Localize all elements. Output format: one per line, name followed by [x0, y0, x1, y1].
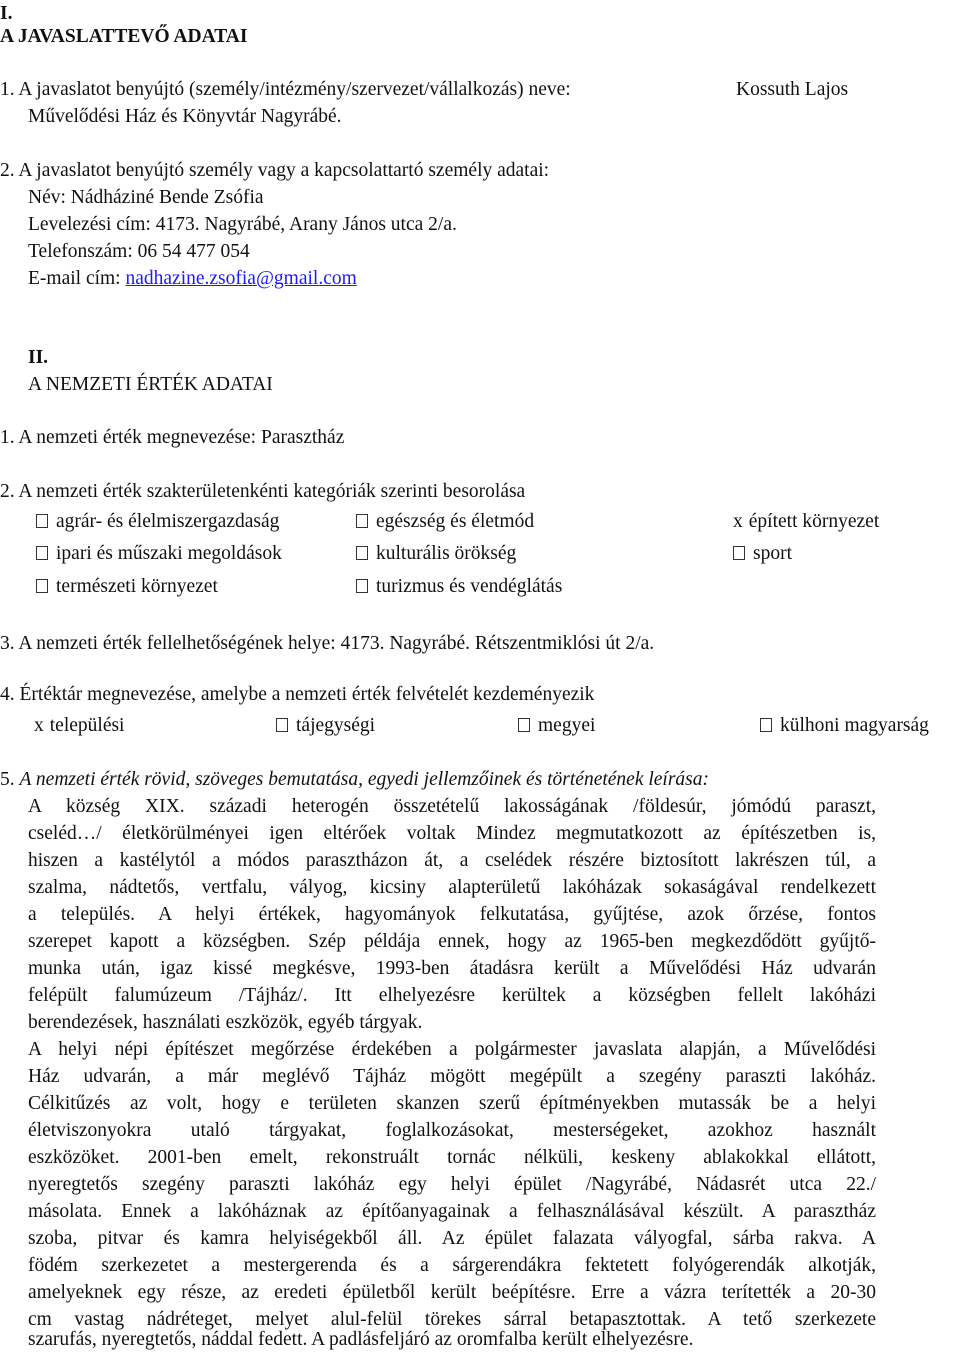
level-kulhoni[interactable]: külhoni magyarság [760, 712, 929, 739]
location: 3. A nemzeti érték fellelhetőségének helye: 4173. Nagyrábé. Rétszentmiklósi út 2/a. [0, 633, 655, 654]
value-name: 1. A nemzeti érték megnevezése: Parasztház [0, 427, 345, 448]
description-line: Célkitűzés az volt, hogy e területen skanzen szerű építményekben mutassák be a helyi [28, 1093, 876, 1114]
proposer-name-value-a: Kossuth Lajos [736, 79, 849, 100]
section-1-title: A JAVASLATTEVŐ ADATAI [0, 26, 248, 47]
checkbox-empty-icon[interactable] [276, 718, 288, 732]
category-termeszeti[interactable]: természeti környezet [36, 573, 218, 600]
section-2-numeral: II. [28, 347, 49, 368]
description-heading: 5. A nemzeti érték rövid, szöveges bemutatása, egyedi jellemzőinek és történetének leírása: [0, 769, 710, 790]
checkbox-empty-icon[interactable] [733, 546, 745, 560]
category-ipari[interactable]: ipari és műszaki megoldások [36, 540, 282, 567]
description-line: nyeregtetős szegény paraszti lakóház egy helyi épület /Nagyrábé, Nádasrét utca 22./ [28, 1174, 876, 1195]
checkbox-empty-icon[interactable] [356, 546, 368, 560]
description-line: másolata. Ennek a lakóháznak az építőanyagainak a felhasználásával készült. A parasztház [28, 1201, 876, 1222]
contact-phone: Telefonszám: 06 54 477 054 [28, 241, 250, 262]
description-line: födém szerkezetet a mestergerenda és a sárgerendákra fektetett folyógerendák alkotják, [28, 1255, 876, 1276]
checkbox-empty-icon[interactable] [36, 514, 48, 528]
description-line: a település. A helyi értékek, hagyományok felkutatása, gyűjtése, azok őrzése, fontos [28, 904, 876, 925]
description-line: szerepet kapott a községben. Szép példája ennek, hogy az 1965-ben megkezdődött gyűjtő- [28, 931, 876, 952]
description-line: Ház udvarán, a már meglévő Tájház mögött megépült a szegény paraszti lakóház. [28, 1066, 876, 1087]
category-turizmus[interactable]: turizmus és vendéglátás [356, 573, 562, 600]
description-line: felépült falumúzeum /Tájház/. Itt elhelyezésre kerültek a községben fellelt lakóházi [28, 985, 876, 1006]
level-tajegysegi[interactable]: tájegységi [276, 712, 375, 739]
description-line: szalma, nádtetős, vertfalu, vályog, kicsiny alapterületű lakóházak sokaságával rendelkezett [28, 877, 876, 898]
description-line: életviszonyokra utaló tárgyakat, foglalkozásokat, mesterségeket, azokhoz használt [28, 1120, 876, 1141]
description-line: eszközöket. 2001-ben emelt, rekonstruált tornác nélküli, keskeny ablakokkal ellátott, [28, 1147, 876, 1168]
level-megyei[interactable]: megyei [518, 712, 595, 739]
contact-heading: 2. A javaslatot benyújtó személy vagy a kapcsolattartó személy adatai: [0, 160, 550, 181]
check-x-icon[interactable]: x [34, 715, 44, 736]
email-label: E-mail cím: [28, 268, 126, 289]
category-agrar[interactable]: agrár- és élelmiszergazdaság [36, 508, 279, 535]
checkbox-empty-icon[interactable] [36, 546, 48, 560]
description-line: cseléd…/ életkörülményei igen eltérőek voltak Mindez megmutatkozott az építészetben is, [28, 823, 876, 844]
description-line: berendezések, használati eszközök, egyéb tárgyak. [28, 1012, 423, 1033]
checkbox-empty-icon[interactable] [760, 718, 772, 732]
contact-name: Név: Nádháziné Bende Zsófia [28, 187, 264, 208]
category-epitett[interactable]: x épített környezet [733, 511, 880, 532]
check-x-icon[interactable]: x [733, 511, 743, 532]
category-kulturalis[interactable]: kulturális örökség [356, 540, 516, 567]
registry-heading: 4. Értéktár megnevezése, amelybe a nemzeti érték felvételét kezdeményezik [0, 684, 595, 705]
category-heading: 2. A nemzeti érték szakterületenkénti kategóriák szerinti besorolása [0, 481, 526, 502]
category-egeszseg[interactable]: egészség és életmód [356, 508, 534, 535]
description-line: szarufás, nyeregtetős, náddal fedett. A padlásfeljáró az oromfalba került elhelyezésre. [28, 1329, 694, 1350]
description-line: amelyeknek egy része, az eredeti épületből került beépítésre. Erre a vázra terítették a 20-30 [28, 1282, 876, 1303]
proposer-name-label: 1. A javaslatot benyújtó (személy/intézmény/szervezet/vállalkozás) neve: [0, 79, 571, 100]
email-link[interactable]: nadhazine.zsofia@gmail.com [125, 268, 357, 289]
level-telepulesi[interactable]: x települési [34, 715, 125, 736]
description-line: munka után, igaz kissé megkésve, 1993-ben átadásra került a Művelődési Ház udvarán [28, 958, 876, 979]
description-line: hiszen a kastélytól a módos parasztházon át, a cselédek részére biztosított lakrészen túl, a [28, 850, 876, 871]
category-sport[interactable]: sport [733, 540, 792, 567]
section-1-numeral: I. [0, 3, 13, 24]
proposer-name-value-b: Művelődési Ház és Könyvtár Nagyrábé. [28, 106, 342, 127]
checkbox-empty-icon[interactable] [36, 579, 48, 593]
section-2-title: A NEMZETI ÉRTÉK ADATAI [28, 374, 273, 395]
description-line: szoba, pitvar és kamra helyiségekből áll. Az épület falazata vályogfal, sárba rakva. A [28, 1228, 876, 1249]
contact-address: Levelezési cím: 4173. Nagyrábé, Arany János utca 2/a. [28, 214, 457, 235]
description-line: A helyi népi építészet megőrzése érdekében a polgármester javaslata alapján, a Művelődési [28, 1039, 876, 1060]
description-line: A község XIX. századi heterogén összetételű lakosságának /földesúr, jómódú paraszt, [28, 796, 876, 817]
checkbox-empty-icon[interactable] [518, 718, 530, 732]
description-line: cm vastag nádréteget, melyet alul-felül törekes sárral betapasztottak. A tető szerkezete [28, 1309, 876, 1330]
checkbox-empty-icon[interactable] [356, 579, 368, 593]
contact-email-row [28, 265, 357, 292]
checkbox-empty-icon[interactable] [356, 514, 368, 528]
